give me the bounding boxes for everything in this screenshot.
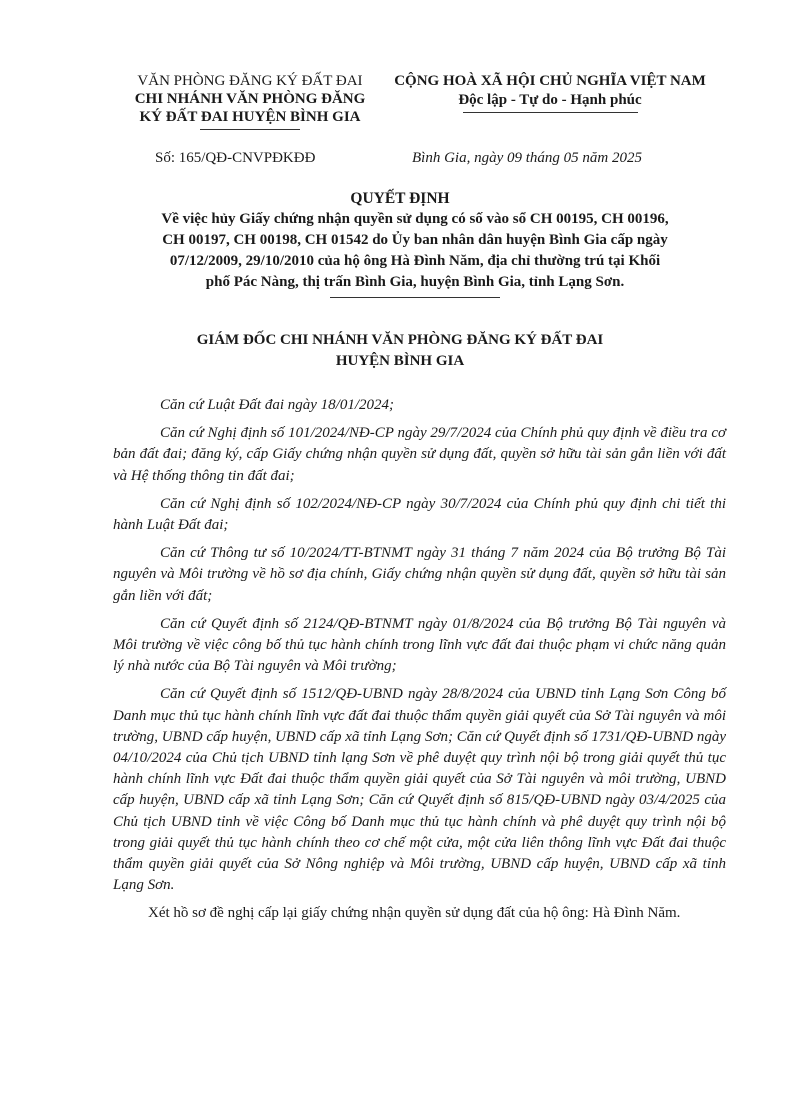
national-header-block (385, 72, 715, 113)
nation-name: CỘNG HOÀ XÃ HỘI CHỦ NGHĨA VIỆT NAM (394, 73, 706, 89)
issuing-agency-block (105, 72, 395, 130)
motto-underline (463, 112, 638, 113)
legal-basis-paragraph: Căn cứ Thông tư số 10/2024/TT-BTNMT ngày 31 tháng 7 năm 2024 của Bộ trưởng Bộ Tài nguyên và Môi trường về hồ sơ địa chính, Giấy chứng nhận quyền sử dụng đất, quyền sở hữu tài sản gắn liền với đất; (113, 545, 726, 604)
document-title: QUYẾT ĐỊNH (350, 190, 450, 207)
legal-basis-paragraph: Căn cứ Nghị định số 101/2024/NĐ-CP ngày 29/7/2024 của Chính phủ quy định về điều tra cơ bản đất đai; đăng ký, cấp Giấy chứng nhận quyền sử dụng đất, quyền sở hữu tài sản gắn liền với đất và Hệ thống thông tin đất đai; (113, 425, 726, 484)
agency-line-2: CHI NHÁNH VĂN PHÒNG ĐĂNG (134, 91, 366, 107)
subject-line-1: Về việc hủy Giấy chứng nhận quyền sử dụng có số vào sổ CH 00195, CH 00196, (161, 211, 669, 227)
legal-basis-paragraph: Căn cứ Luật Đất đai ngày 18/01/2024; (160, 397, 395, 413)
agency-line-3: KÝ ĐẤT ĐAI HUYỆN BÌNH GIA (139, 109, 361, 125)
legal-basis-paragraph: Căn cứ Quyết định số 2124/QĐ-BTNMT ngày 01/8/2024 của Bộ trưởng Bộ Tài nguyên và Môi trường về việc công bố thủ tục hành chính trong lĩnh vực đất đai thuộc phạm vi chức năng quản lý nhà nước của Bộ Tài nguyên và Môi trường; (113, 615, 726, 675)
subject-line-2: CH 00197, CH 00198, CH 01542 do Ủy ban nhân dân huyện Bình Gia cấp ngày (162, 232, 668, 248)
document-number: Số: 165/QĐ-CNVPĐKĐĐ (155, 150, 316, 166)
document-subject (110, 209, 720, 298)
subject-underline (330, 297, 500, 298)
place-and-date: Bình Gia, ngày 09 tháng 05 năm 2025 (412, 150, 642, 166)
agency-line-1: VĂN PHÒNG ĐĂNG KÝ ĐẤT ĐAI (137, 73, 363, 89)
authority-line-1: GIÁM ĐỐC CHI NHÁNH VĂN PHÒNG ĐĂNG KÝ ĐẤT ĐAI (196, 332, 604, 348)
agency-underline (200, 129, 300, 130)
subject-line-3: 07/12/2009, 29/10/2010 của hộ ông Hà Đình Năm, địa chỉ thường trú tại Khối (169, 253, 661, 269)
consideration-paragraph: Xét hồ sơ đề nghị cấp lại giấy chứng nhận quyền sử dụng đất của hộ ông: Hà Đình Năm. (148, 905, 681, 922)
authority-line-2: HUYỆN BÌNH GIA (335, 353, 465, 369)
subject-line-4: phố Pác Nàng, thị trấn Bình Gia, huyện Bình Gia, tỉnh Lạng Sơn. (205, 274, 625, 290)
legal-basis-paragraph: Căn cứ Quyết định số 1512/QĐ-UBND ngày 28/8/2024 của UBND tỉnh Lạng Sơn Công bố Danh mục thủ tục hành chính lĩnh vực đất đai thuộc thẩm quyền giải quyết của Sở Tài nguyên và môi trường, UBND cấp huyện, UBND cấp xã tỉnh Lạng Sơn; Căn cứ Quyết định số 1731/QĐ-UBND ngày 04/10/2024 của Chủ tịch UBND tỉnh lạng Sơn về phê duyệt quy trình nội bộ trong giải quyết thủ tục hành chính lĩnh vực Đất đai thuộc thẩm quyền giải quyết của Sở Tài nguyên và môi trường, UBND cấp huyện, UBND cấp xã tỉnh Lạng Sơn; Căn cứ Quyết định số 815/QĐ-UBND ngày 03/4/2025 của Chủ tịch UBND tỉnh về việc Công bố Danh mục thủ tục hành chính và phê duyệt quy trình nội bộ trong giải quyết thủ tục hành chính theo cơ chế một cửa, một cửa liên thông lĩnh vực Đất đai thuộc thẩm quyền giải quyết của Sở Nông nghiệp và Môi trường, UBND cấp huyện, UBND cấp xã tỉnh Lạng Sơn. (113, 686, 726, 894)
national-motto: Độc lập - Tự do - Hạnh phúc (458, 92, 642, 108)
legal-basis-paragraph: Căn cứ Nghị định số 102/2024/NĐ-CP ngày 30/7/2024 của Chính phủ quy định chi tiết thi hành Luật Đất đai; (113, 495, 726, 534)
issuing-authority (0, 330, 800, 372)
document-body (113, 395, 726, 932)
